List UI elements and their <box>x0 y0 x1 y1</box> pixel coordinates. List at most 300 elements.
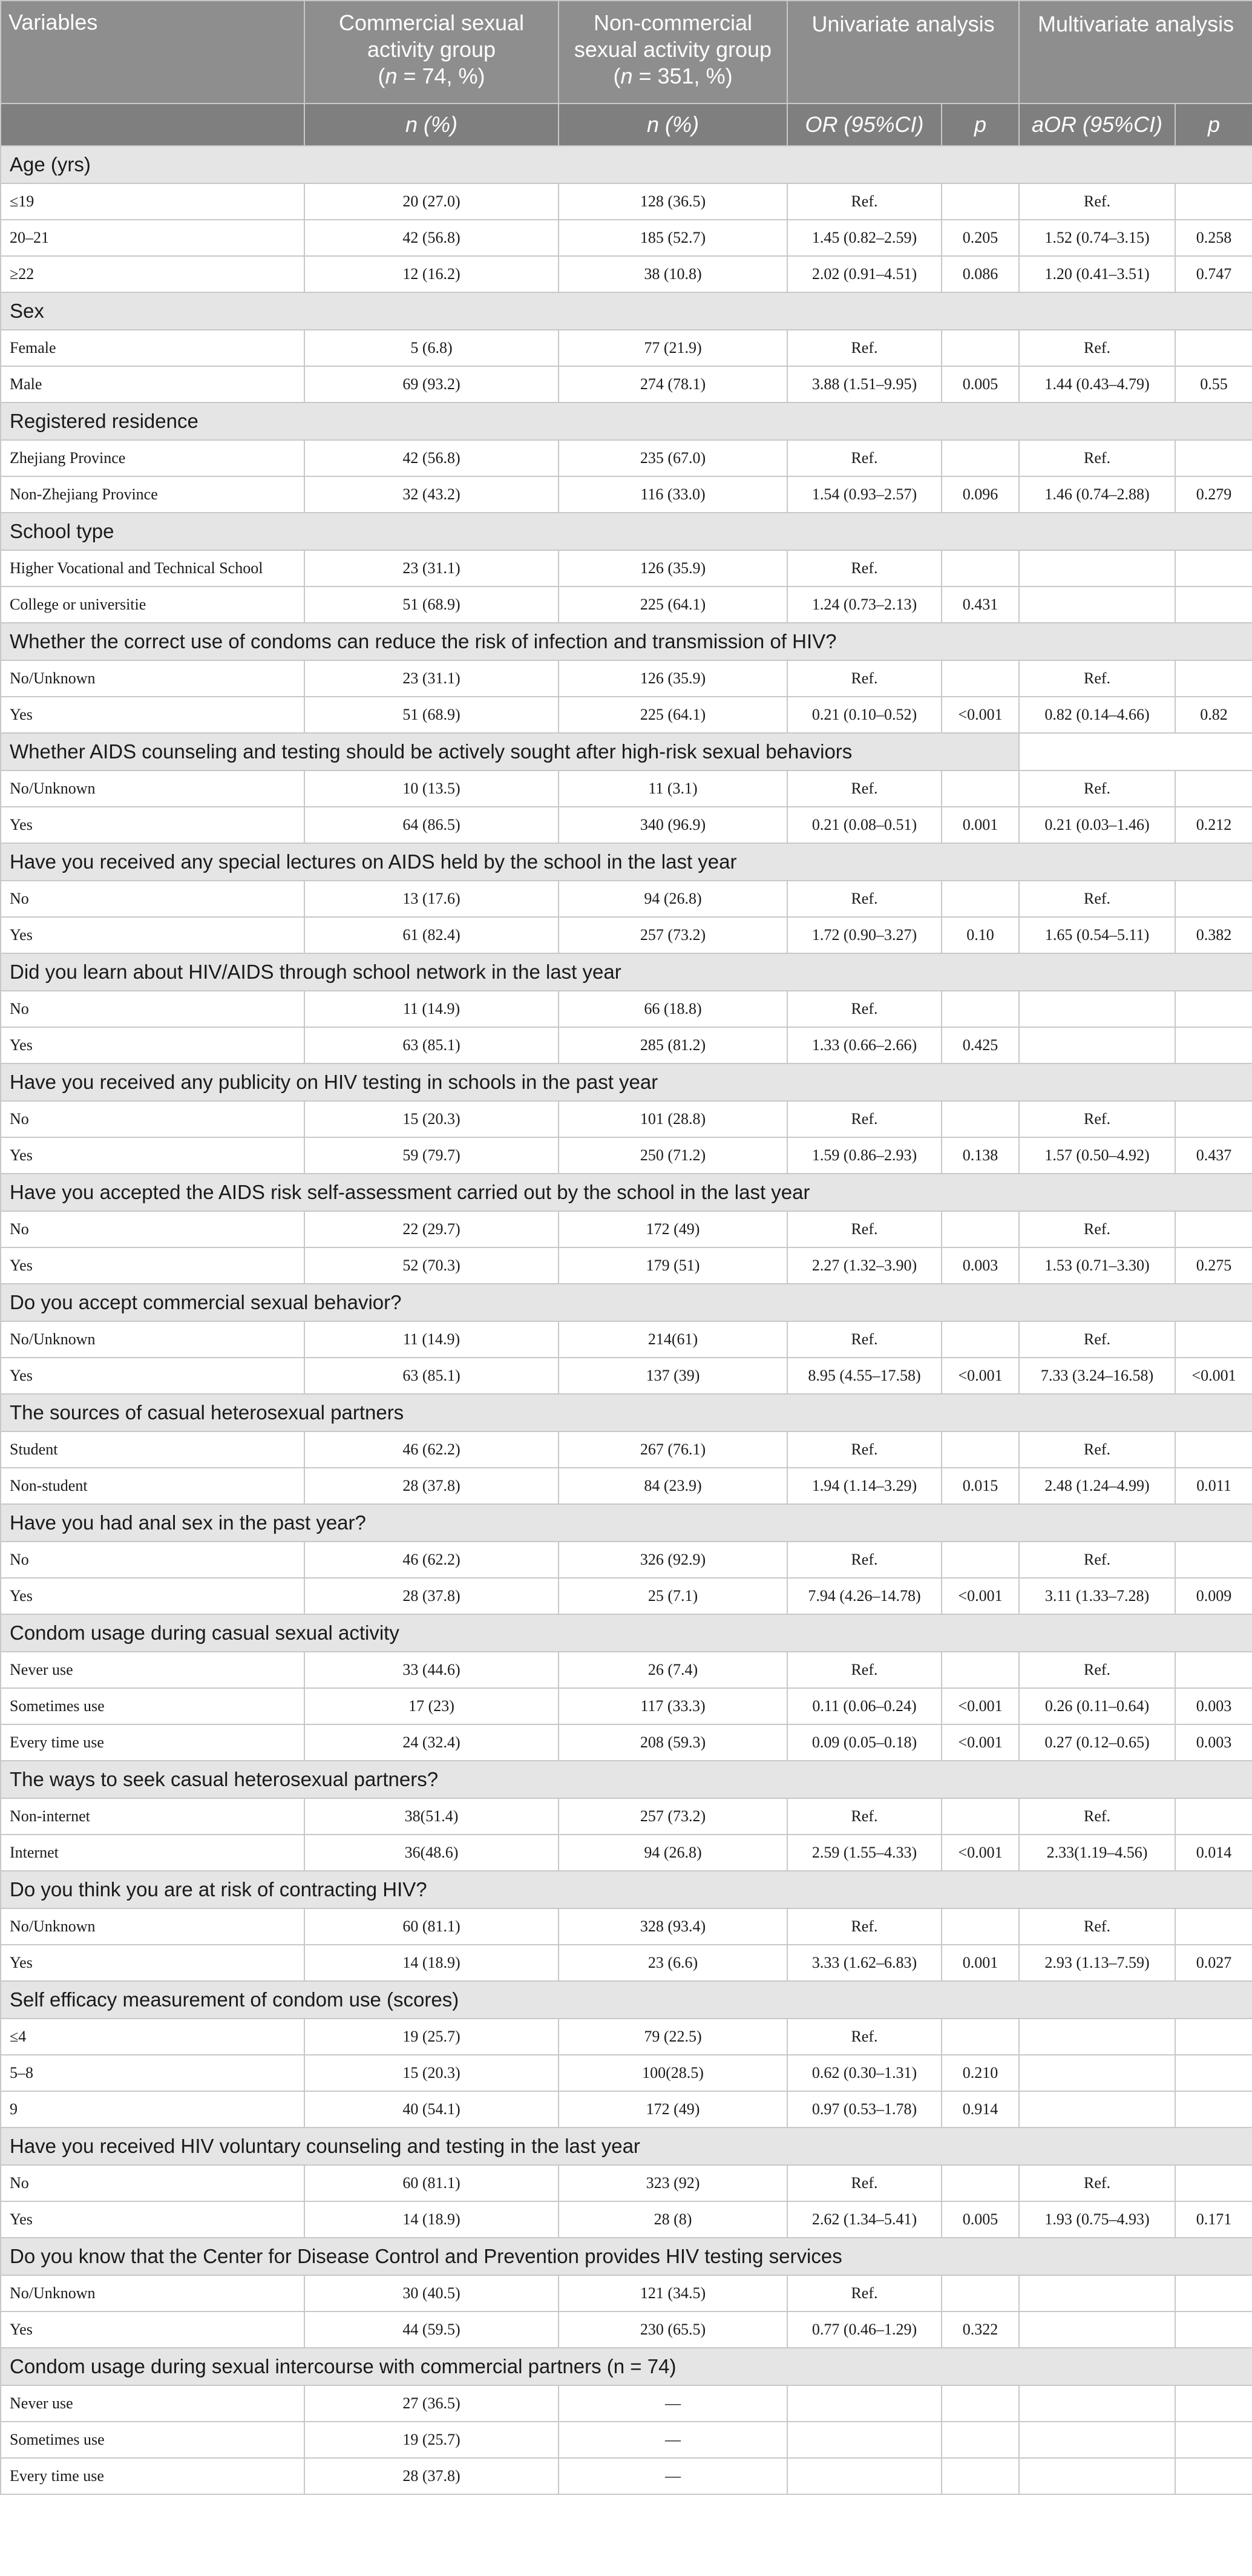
p-multivariate <box>1175 2275 1252 2312</box>
aor-ci: Ref. <box>1019 1908 1175 1945</box>
aor-ci: Ref. <box>1019 1652 1175 1688</box>
commercial-n: 36(48.6) <box>304 1835 559 1871</box>
section-title: Have you accepted the AIDS risk self-assessment carried out by the school in the last year <box>1 1174 1252 1211</box>
noncommercial-n: — <box>559 2458 787 2494</box>
section-title: Whether the correct use of condoms can reduce the risk of infection and transmission of HIV? <box>1 623 1252 660</box>
section-title: The sources of casual heterosexual partners <box>1 1394 1252 1431</box>
noncommercial-n: 116 (33.0) <box>559 476 787 513</box>
table-row <box>1 2385 1252 2422</box>
p-univariate: 0.10 <box>942 917 1019 953</box>
aor-ci: Ref. <box>1019 660 1175 697</box>
commercial-n: 15 (20.3) <box>304 1101 559 1137</box>
row-label: Male <box>1 366 304 402</box>
p-multivariate: 0.437 <box>1175 1137 1252 1174</box>
aor-ci: 1.52 (0.74–3.15) <box>1019 220 1175 256</box>
table-row <box>1 807 1252 843</box>
table-row <box>1 2019 1252 2055</box>
noncommercial-n: 185 (52.7) <box>559 220 787 256</box>
row-label: Never use <box>1 1652 304 1688</box>
table-row <box>1 2275 1252 2312</box>
p-univariate <box>942 2275 1019 2312</box>
p-univariate <box>942 991 1019 1027</box>
p-univariate <box>942 1431 1019 1468</box>
noncommercial-n: 66 (18.8) <box>559 991 787 1027</box>
commercial-n: 63 (85.1) <box>304 1358 559 1394</box>
p-univariate <box>942 1101 1019 1137</box>
table-row <box>1 476 1252 513</box>
or-ci: 2.02 (0.91–4.51) <box>787 256 942 292</box>
p-univariate <box>942 1652 1019 1688</box>
or-ci: Ref. <box>787 2019 942 2055</box>
section-row <box>1 402 1252 440</box>
table-row <box>1 881 1252 917</box>
row-label: Zhejiang Province <box>1 440 304 476</box>
row-label: ≤19 <box>1 183 304 220</box>
p-multivariate: 0.82 <box>1175 697 1252 733</box>
commercial-n: 23 (31.1) <box>304 660 559 697</box>
row-label: Yes <box>1 807 304 843</box>
section-title: Sex <box>1 292 1252 330</box>
noncommercial-n: 285 (81.2) <box>559 1027 787 1063</box>
row-label: No <box>1 991 304 1027</box>
table-row <box>1 1908 1252 1945</box>
p-multivariate: 0.212 <box>1175 807 1252 843</box>
p-multivariate <box>1175 2385 1252 2422</box>
noncommercial-n: — <box>559 2385 787 2422</box>
commercial-n: 28 (37.8) <box>304 1578 559 1614</box>
row-label: Yes <box>1 1027 304 1063</box>
or-ci: 0.62 (0.30–1.31) <box>787 2055 942 2091</box>
commercial-n: 52 (70.3) <box>304 1247 559 1284</box>
table-row <box>1 1652 1252 1688</box>
section-title: Self efficacy measurement of condom use (scores) <box>1 1981 1252 2019</box>
p-multivariate <box>1175 2458 1252 2494</box>
commercial-n: 28 (37.8) <box>304 2458 559 2494</box>
row-label: Internet <box>1 1835 304 1871</box>
p-univariate <box>942 660 1019 697</box>
row-label: Female <box>1 330 304 366</box>
table-row <box>1 1321 1252 1358</box>
aor-ci: 0.26 (0.11–0.64) <box>1019 1688 1175 1724</box>
noncommercial-n: 25 (7.1) <box>559 1578 787 1614</box>
aor-ci: 1.46 (0.74–2.88) <box>1019 476 1175 513</box>
p-multivariate <box>1175 1321 1252 1358</box>
table-row <box>1 330 1252 366</box>
aor-ci: 1.44 (0.43–4.79) <box>1019 366 1175 402</box>
p-multivariate: 0.014 <box>1175 1835 1252 1871</box>
noncommercial-n: 208 (59.3) <box>559 1724 787 1761</box>
noncommercial-n: 26 (7.4) <box>559 1652 787 1688</box>
commercial-n: 30 (40.5) <box>304 2275 559 2312</box>
aor-ci: 2.93 (1.13–7.59) <box>1019 1945 1175 1981</box>
or-ci: 1.72 (0.90–3.27) <box>787 917 942 953</box>
subheader-empty <box>1 104 304 146</box>
row-label: No/Unknown <box>1 660 304 697</box>
or-ci: Ref. <box>787 1431 942 1468</box>
aor-ci <box>1019 2091 1175 2128</box>
row-label: Every time use <box>1 2458 304 2494</box>
p-multivariate: 0.027 <box>1175 1945 1252 1981</box>
row-label: ≥22 <box>1 256 304 292</box>
p-univariate <box>942 1908 1019 1945</box>
row-label: 9 <box>1 2091 304 2128</box>
or-ci: 1.59 (0.86–2.93) <box>787 1137 942 1174</box>
or-ci: 1.33 (0.66–2.66) <box>787 1027 942 1063</box>
or-ci: 3.33 (1.62–6.83) <box>787 1945 942 1981</box>
p-univariate: 0.138 <box>942 1137 1019 1174</box>
table-row <box>1 1468 1252 1504</box>
commercial-n: 11 (14.9) <box>304 1321 559 1358</box>
commercial-n: 60 (81.1) <box>304 1908 559 1945</box>
commercial-n: 20 (27.0) <box>304 183 559 220</box>
p-multivariate: 0.747 <box>1175 256 1252 292</box>
commercial-n: 10 (13.5) <box>304 770 559 807</box>
table-row <box>1 220 1252 256</box>
noncommercial-n: 179 (51) <box>559 1247 787 1284</box>
or-ci: 0.11 (0.06–0.24) <box>787 1688 942 1724</box>
section-title: Have you received HIV voluntary counseling and testing in the last year <box>1 2128 1252 2165</box>
p-univariate <box>942 2422 1019 2458</box>
commercial-n: 19 (25.7) <box>304 2422 559 2458</box>
p-multivariate <box>1175 1908 1252 1945</box>
or-ci: 0.21 (0.08–0.51) <box>787 807 942 843</box>
table-row <box>1 550 1252 586</box>
section-row <box>1 953 1252 991</box>
p-univariate: 0.086 <box>942 256 1019 292</box>
table-row <box>1 1027 1252 1063</box>
noncommercial-n: 274 (78.1) <box>559 366 787 402</box>
p-multivariate: 0.279 <box>1175 476 1252 513</box>
aor-ci <box>1019 550 1175 586</box>
section-title: Do you know that the Center for Disease Control and Prevention provides HIV testing services <box>1 2238 1252 2275</box>
section-title: The ways to seek casual heterosexual partners? <box>1 1761 1252 1798</box>
table-row <box>1 1431 1252 1468</box>
or-ci: 2.62 (1.34–5.41) <box>787 2201 942 2238</box>
row-label: No/Unknown <box>1 2275 304 2312</box>
noncommercial-n: 11 (3.1) <box>559 770 787 807</box>
or-ci: Ref. <box>787 660 942 697</box>
p-univariate: <0.001 <box>942 1578 1019 1614</box>
row-label: No <box>1 1542 304 1578</box>
p-univariate: 0.425 <box>942 1027 1019 1063</box>
aor-ci <box>1019 991 1175 1027</box>
p-multivariate: 0.258 <box>1175 220 1252 256</box>
table-row <box>1 1578 1252 1614</box>
row-label: Yes <box>1 2312 304 2348</box>
section-title: Have you had anal sex in the past year? <box>1 1504 1252 1542</box>
row-label: Sometimes use <box>1 1688 304 1724</box>
section-row <box>1 513 1252 550</box>
aor-ci <box>1019 2055 1175 2091</box>
noncommercial-n: 137 (39) <box>559 1358 787 1394</box>
subheader-aor: aOR (95%CI) <box>1019 104 1175 146</box>
or-ci: Ref. <box>787 1211 942 1247</box>
section-row <box>1 733 1252 770</box>
section-title: Do you accept commercial sexual behavior? <box>1 1284 1252 1321</box>
p-univariate <box>942 1542 1019 1578</box>
table-row <box>1 2165 1252 2201</box>
p-univariate <box>942 1321 1019 1358</box>
p-univariate: <0.001 <box>942 697 1019 733</box>
commercial-n: 59 (79.7) <box>304 1137 559 1174</box>
noncommercial-n: 340 (96.9) <box>559 807 787 843</box>
section-row <box>1 1981 1252 2019</box>
p-univariate <box>942 2458 1019 2494</box>
commercial-n: 13 (17.6) <box>304 881 559 917</box>
table-row <box>1 1211 1252 1247</box>
p-univariate: 0.205 <box>942 220 1019 256</box>
commercial-n: 46 (62.2) <box>304 1542 559 1578</box>
noncommercial-n: 126 (35.9) <box>559 550 787 586</box>
commercial-n: 15 (20.3) <box>304 2055 559 2091</box>
p-univariate: 0.001 <box>942 1945 1019 1981</box>
subheader-n-commercial: n (%) <box>304 104 559 146</box>
p-univariate <box>942 330 1019 366</box>
p-multivariate <box>1175 586 1252 623</box>
or-ci: 7.94 (4.26–14.78) <box>787 1578 942 1614</box>
aor-ci: Ref. <box>1019 1101 1175 1137</box>
row-label: No/Unknown <box>1 770 304 807</box>
header-univariate: Univariate analysis <box>787 1 1019 104</box>
table-row <box>1 2458 1252 2494</box>
commercial-n: 17 (23) <box>304 1688 559 1724</box>
noncommercial-n: 100(28.5) <box>559 2055 787 2091</box>
commercial-n: 42 (56.8) <box>304 220 559 256</box>
or-ci: Ref. <box>787 1908 942 1945</box>
commercial-n: 19 (25.7) <box>304 2019 559 2055</box>
section-title: School type <box>1 513 1252 550</box>
table-row <box>1 1247 1252 1284</box>
section-row <box>1 292 1252 330</box>
p-multivariate <box>1175 1211 1252 1247</box>
p-univariate <box>942 1211 1019 1247</box>
noncommercial-n: 101 (28.8) <box>559 1101 787 1137</box>
commercial-n: 40 (54.1) <box>304 2091 559 2128</box>
aor-ci <box>1019 2275 1175 2312</box>
row-label: No <box>1 1101 304 1137</box>
aor-ci <box>1019 1027 1175 1063</box>
row-label: Yes <box>1 2201 304 2238</box>
row-label: Every time use <box>1 1724 304 1761</box>
or-ci: Ref. <box>787 881 942 917</box>
commercial-n: 22 (29.7) <box>304 1211 559 1247</box>
commercial-n: 64 (86.5) <box>304 807 559 843</box>
section-row <box>1 2348 1252 2385</box>
or-ci: 2.59 (1.55–4.33) <box>787 1835 942 1871</box>
or-ci <box>787 2458 942 2494</box>
aor-ci: 1.53 (0.71–3.30) <box>1019 1247 1175 1284</box>
p-multivariate <box>1175 330 1252 366</box>
noncommercial-n: 214(61) <box>559 1321 787 1358</box>
aor-ci: Ref. <box>1019 1321 1175 1358</box>
p-multivariate: 0.011 <box>1175 1468 1252 1504</box>
section-title: Age (yrs) <box>1 146 1252 183</box>
p-univariate: 0.003 <box>942 1247 1019 1284</box>
p-multivariate <box>1175 2312 1252 2348</box>
aor-ci: Ref. <box>1019 1211 1175 1247</box>
table-row <box>1 917 1252 953</box>
row-label: Non-Zhejiang Province <box>1 476 304 513</box>
or-ci: Ref. <box>787 2165 942 2201</box>
p-multivariate: 0.003 <box>1175 1724 1252 1761</box>
p-multivariate <box>1175 1431 1252 1468</box>
p-univariate: 0.914 <box>942 2091 1019 2128</box>
section-row <box>1 2128 1252 2165</box>
commercial-n: 32 (43.2) <box>304 476 559 513</box>
or-ci: 2.27 (1.32–3.90) <box>787 1247 942 1284</box>
commercial-n: 63 (85.1) <box>304 1027 559 1063</box>
row-label: Student <box>1 1431 304 1468</box>
section-row <box>1 146 1252 183</box>
commercial-n: 42 (56.8) <box>304 440 559 476</box>
aor-ci: 1.65 (0.54–5.11) <box>1019 917 1175 953</box>
noncommercial-n: 121 (34.5) <box>559 2275 787 2312</box>
aor-ci: Ref. <box>1019 881 1175 917</box>
or-ci: Ref. <box>787 550 942 586</box>
aor-ci <box>1019 2422 1175 2458</box>
row-label: No/Unknown <box>1 1321 304 1358</box>
table-row <box>1 2091 1252 2128</box>
p-univariate: 0.015 <box>942 1468 1019 1504</box>
aor-ci: 0.82 (0.14–4.66) <box>1019 697 1175 733</box>
noncommercial-n: 225 (64.1) <box>559 697 787 733</box>
header-noncommercial-group <box>559 1 787 104</box>
header-multivariate: Multivariate analysis <box>1019 1 1252 104</box>
aor-ci: Ref. <box>1019 1542 1175 1578</box>
p-univariate: <0.001 <box>942 1358 1019 1394</box>
aor-ci <box>1019 2312 1175 2348</box>
section-row <box>1 1614 1252 1652</box>
aor-ci: 0.21 (0.03–1.46) <box>1019 807 1175 843</box>
commercial-n: 28 (37.8) <box>304 1468 559 1504</box>
section-row <box>1 1284 1252 1321</box>
section-empty-cell <box>1019 733 1252 770</box>
table-row <box>1 1542 1252 1578</box>
p-multivariate <box>1175 440 1252 476</box>
section-title: Condom usage during sexual intercourse with commercial partners (n = 74) <box>1 2348 1252 2385</box>
section-row <box>1 1063 1252 1101</box>
noncommercial-n: 94 (26.8) <box>559 881 787 917</box>
commercial-n: 11 (14.9) <box>304 991 559 1027</box>
table-row <box>1 2422 1252 2458</box>
p-multivariate <box>1175 881 1252 917</box>
p-multivariate <box>1175 2019 1252 2055</box>
aor-ci: Ref. <box>1019 183 1175 220</box>
noncommercial-n: 235 (67.0) <box>559 440 787 476</box>
row-label: Yes <box>1 1578 304 1614</box>
aor-ci <box>1019 586 1175 623</box>
row-label: Yes <box>1 917 304 953</box>
or-ci: 0.09 (0.05–0.18) <box>787 1724 942 1761</box>
table-row <box>1 1724 1252 1761</box>
section-title: Registered residence <box>1 402 1252 440</box>
or-ci: Ref. <box>787 1542 942 1578</box>
table-row <box>1 440 1252 476</box>
p-multivariate <box>1175 660 1252 697</box>
aor-ci: Ref. <box>1019 1431 1175 1468</box>
header-commercial-label: Commercial sexual activity group <box>338 10 525 62</box>
noncommercial-n: 38 (10.8) <box>559 256 787 292</box>
or-ci: 0.97 (0.53–1.78) <box>787 2091 942 2128</box>
or-ci: 0.77 (0.46–1.29) <box>787 2312 942 2348</box>
p-univariate: 0.096 <box>942 476 1019 513</box>
section-title: Did you learn about HIV/AIDS through school network in the last year <box>1 953 1252 991</box>
header-noncommercial-n: (n = 351, %) <box>613 64 733 88</box>
or-ci <box>787 2422 942 2458</box>
row-label: ≤4 <box>1 2019 304 2055</box>
section-title: Have you received any special lectures on AIDS held by the school in the last year <box>1 843 1252 881</box>
header-noncommercial-label: Non-commercial sexual activity group <box>574 10 772 62</box>
row-label: 20–21 <box>1 220 304 256</box>
table-body <box>1 146 1252 2494</box>
commercial-n: 69 (93.2) <box>304 366 559 402</box>
p-multivariate <box>1175 991 1252 1027</box>
commercial-n: 14 (18.9) <box>304 2201 559 2238</box>
header-variables: Variables <box>1 1 304 104</box>
noncommercial-n: 84 (23.9) <box>559 1468 787 1504</box>
noncommercial-n: 257 (73.2) <box>559 917 787 953</box>
aor-ci: Ref. <box>1019 2165 1175 2201</box>
p-multivariate: 0.171 <box>1175 2201 1252 2238</box>
table-row <box>1 2312 1252 2348</box>
p-multivariate <box>1175 2091 1252 2128</box>
noncommercial-n: 79 (22.5) <box>559 2019 787 2055</box>
or-ci: Ref. <box>787 991 942 1027</box>
or-ci: Ref. <box>787 770 942 807</box>
row-label: Non-student <box>1 1468 304 1504</box>
p-univariate: 0.431 <box>942 586 1019 623</box>
row-label: No <box>1 881 304 917</box>
table-row <box>1 770 1252 807</box>
table-row <box>1 586 1252 623</box>
table-row <box>1 1358 1252 1394</box>
section-title: Condom usage during casual sexual activity <box>1 1614 1252 1652</box>
table-row <box>1 660 1252 697</box>
aor-ci: Ref. <box>1019 1798 1175 1835</box>
noncommercial-n: 250 (71.2) <box>559 1137 787 1174</box>
or-ci: Ref. <box>787 330 942 366</box>
row-label: Higher Vocational and Technical School <box>1 550 304 586</box>
p-univariate: 0.005 <box>942 2201 1019 2238</box>
p-multivariate: 0.55 <box>1175 366 1252 402</box>
noncommercial-n: 128 (36.5) <box>559 183 787 220</box>
or-ci: Ref. <box>787 1652 942 1688</box>
or-ci: Ref. <box>787 1798 942 1835</box>
p-univariate: 0.001 <box>942 807 1019 843</box>
p-multivariate: 0.009 <box>1175 1578 1252 1614</box>
section-title: Whether AIDS counseling and testing should be actively sought after high-risk sexual behaviors <box>1 733 1019 770</box>
row-label: Yes <box>1 1137 304 1174</box>
row-label: College or universitie <box>1 586 304 623</box>
commercial-n: 44 (59.5) <box>304 2312 559 2348</box>
p-multivariate <box>1175 550 1252 586</box>
aor-ci <box>1019 2385 1175 2422</box>
p-multivariate: 0.275 <box>1175 1247 1252 1284</box>
commercial-n: 60 (81.1) <box>304 2165 559 2201</box>
noncommercial-n: 267 (76.1) <box>559 1431 787 1468</box>
table-row <box>1 256 1252 292</box>
or-ci: 1.54 (0.93–2.57) <box>787 476 942 513</box>
p-multivariate <box>1175 2422 1252 2458</box>
p-univariate <box>942 2019 1019 2055</box>
commercial-n: 61 (82.4) <box>304 917 559 953</box>
aor-ci: 2.33(1.19–4.56) <box>1019 1835 1175 1871</box>
aor-ci: Ref. <box>1019 330 1175 366</box>
or-ci: 8.95 (4.55–17.58) <box>787 1358 942 1394</box>
row-label: No <box>1 2165 304 2201</box>
or-ci: 1.24 (0.73–2.13) <box>787 586 942 623</box>
row-label: 5–8 <box>1 2055 304 2091</box>
